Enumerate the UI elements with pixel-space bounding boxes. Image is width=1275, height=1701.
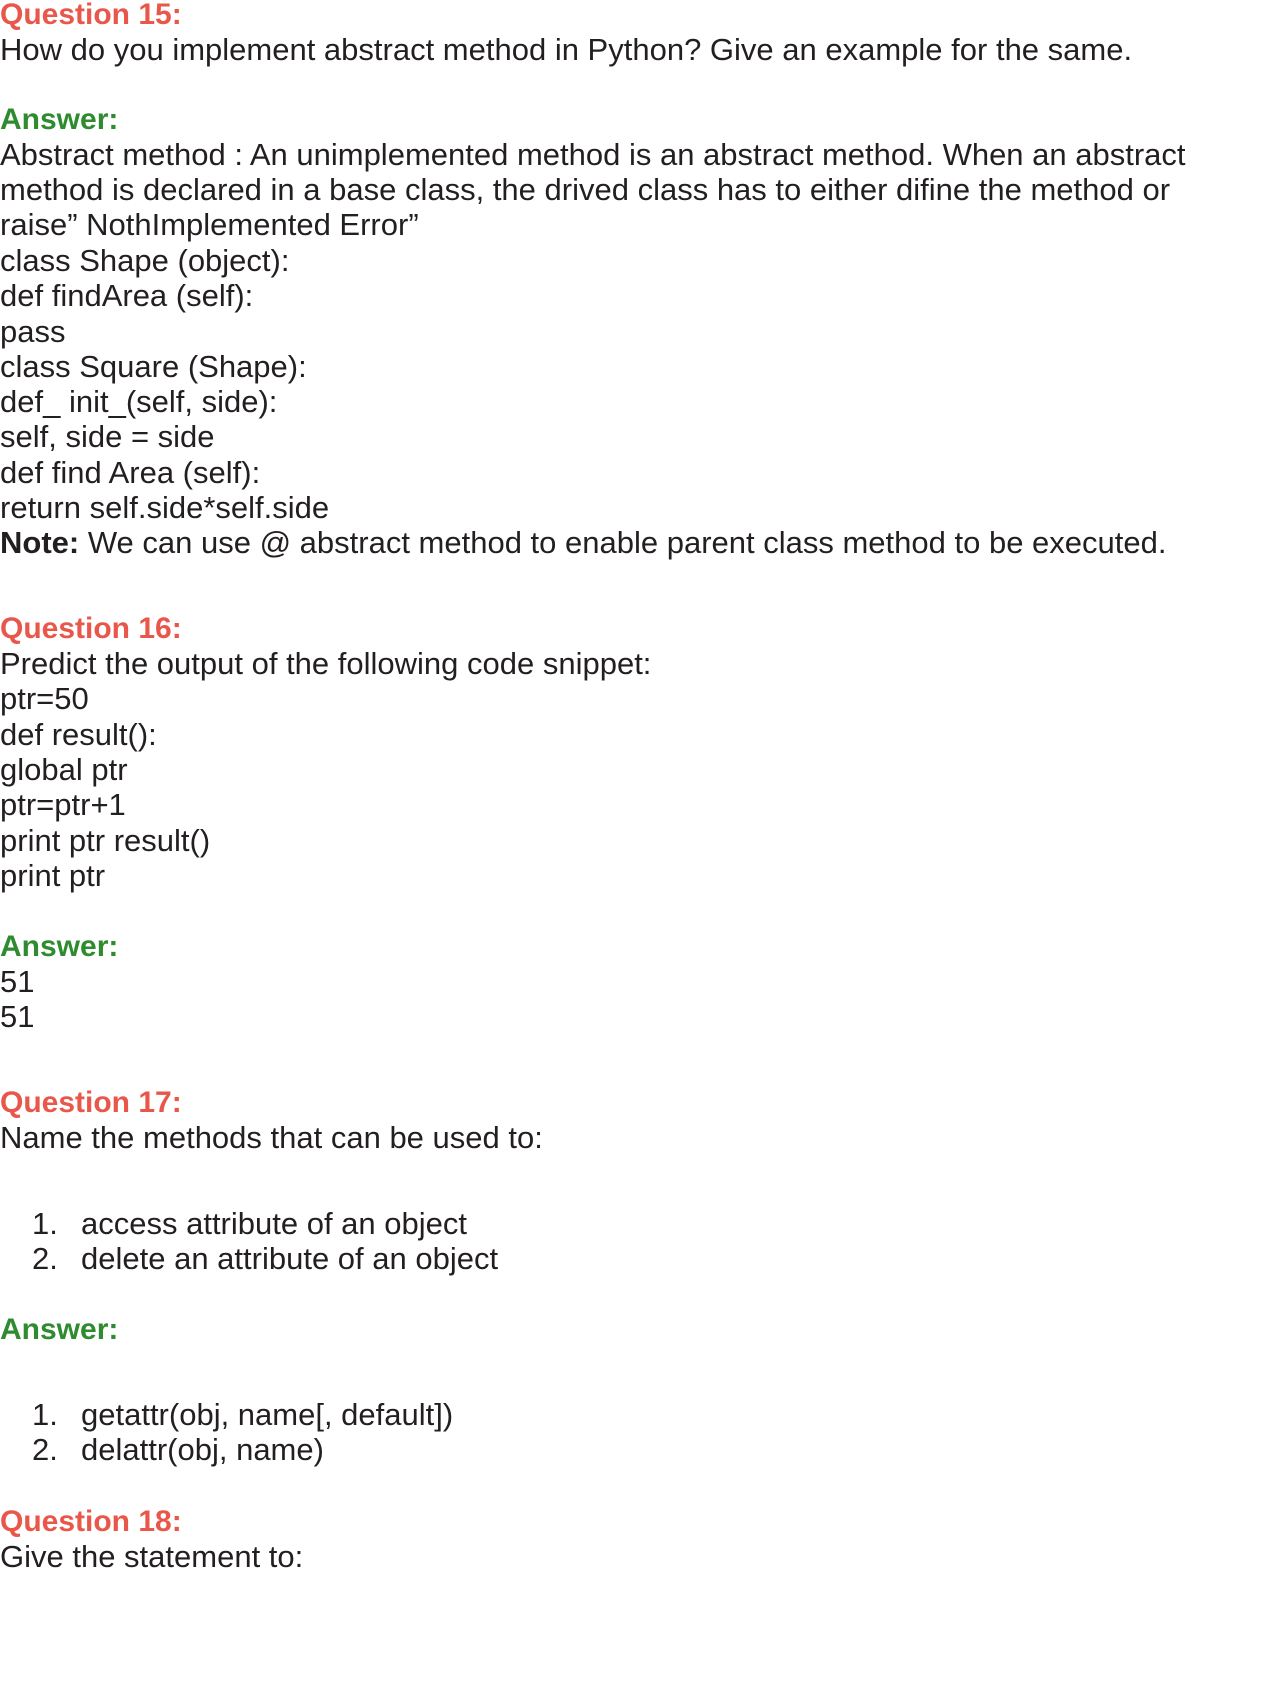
- note-label: Note:: [0, 525, 80, 560]
- code-line: global ptr: [0, 752, 128, 787]
- list-item-text: delete an attribute of an object: [81, 1241, 499, 1276]
- code-line: print ptr: [0, 858, 106, 893]
- code-line: print ptr result(): [0, 823, 211, 858]
- question-18-text: Give the statement to:: [0, 1539, 304, 1574]
- list-item-text: delattr(obj, name): [81, 1432, 324, 1467]
- answer-15-line: Abstract method : An unimplemented method is an abstract method. When an abstract: [0, 137, 1186, 172]
- code-line: ptr=50: [0, 681, 89, 716]
- answer-16-heading: Answer:: [0, 930, 119, 963]
- code-line: def findArea (self):: [0, 278, 254, 313]
- question-16-line: Predict the output of the following code snippet:: [0, 646, 652, 681]
- code-line: def result():: [0, 717, 157, 752]
- answer-16-line: 51: [0, 964, 35, 999]
- answer-15-heading: Answer:: [0, 103, 119, 136]
- list-item-number: 1.: [32, 1206, 58, 1241]
- question-17-heading: Question 17:: [0, 1086, 182, 1119]
- list-item-number: 2.: [32, 1432, 58, 1467]
- code-line: pass: [0, 314, 66, 349]
- question-15-heading: Question 15:: [0, 0, 182, 31]
- list-item: [0, 1396, 600, 1434]
- answer-15-line: method is declared in a base class, the drived class has to either difine the method or: [0, 172, 1171, 207]
- list-item: [0, 1205, 600, 1243]
- code-line: ptr=ptr+1: [0, 787, 126, 822]
- code-line: class Square (Shape):: [0, 349, 307, 384]
- list-item-text: getattr(obj, name[, default]): [81, 1397, 454, 1432]
- note-text: We can use @ abstract method to enable parent class method to be executed.: [79, 525, 1167, 560]
- question-16-heading: Question 16:: [0, 612, 182, 645]
- list-item-text: access attribute of an object: [81, 1206, 468, 1241]
- question-18-heading: Question 18:: [0, 1505, 182, 1538]
- list-item: [0, 1240, 600, 1278]
- code-line: def_ init_(self, side):: [0, 384, 278, 419]
- question-17-text: Name the methods that can be used to:: [0, 1120, 543, 1155]
- list-item-number: 1.: [32, 1397, 58, 1432]
- question-15-text: How do you implement abstract method in Python? Give an example for the same.: [0, 32, 1133, 67]
- answer-15-line: raise” NothImplemented Error”: [0, 207, 419, 242]
- code-line: self, side = side: [0, 419, 215, 454]
- code-line: class Shape (object):: [0, 243, 290, 278]
- answer-16-line: 51: [0, 999, 35, 1034]
- code-line: return self.side*self.side: [0, 490, 330, 525]
- list-item: [0, 1431, 600, 1469]
- code-line: def find Area (self):: [0, 455, 261, 490]
- note: [0, 524, 1166, 562]
- answer-17-heading: Answer:: [0, 1313, 119, 1346]
- list-item-number: 2.: [32, 1241, 58, 1276]
